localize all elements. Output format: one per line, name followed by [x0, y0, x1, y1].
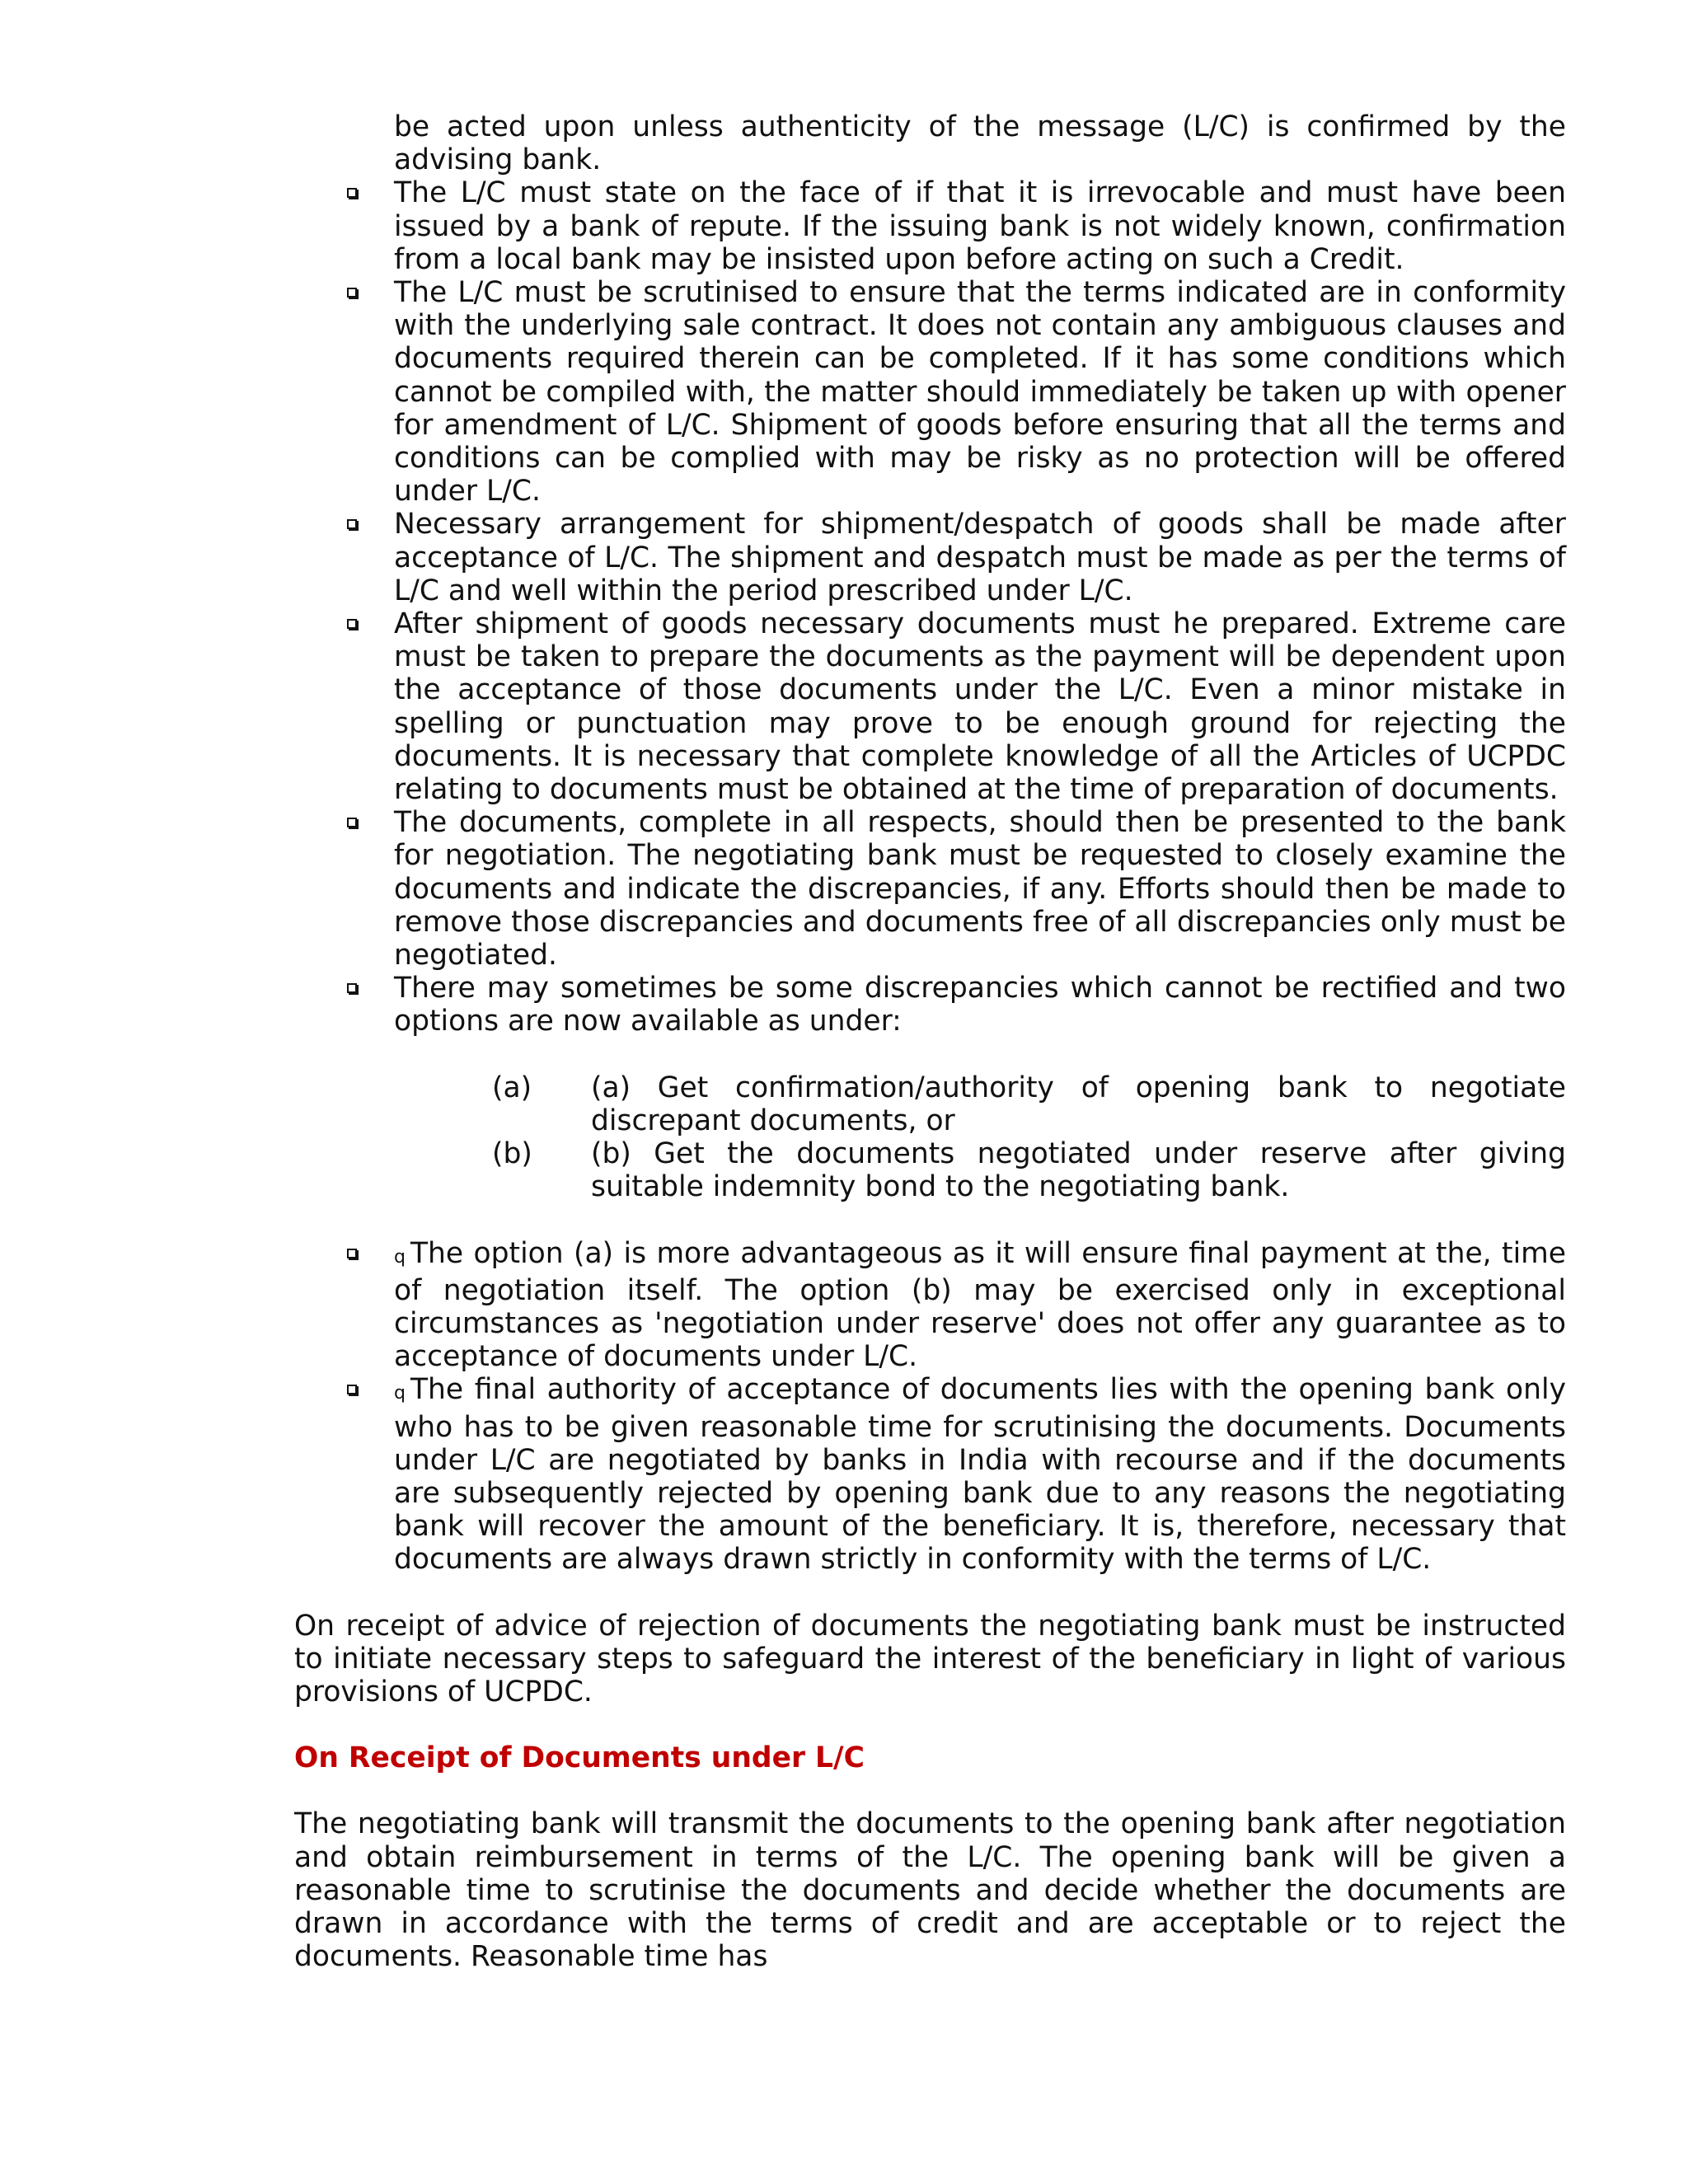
list-item-text: There may sometimes be some discrepancies which cannot be rectified and two options are now available as under:: [394, 972, 1566, 1038]
list-item: [294, 972, 1566, 1038]
bullet-list-2: [294, 1237, 1566, 1577]
list-item: [294, 1373, 1566, 1576]
checkbox-bullet-icon: [347, 818, 357, 827]
checkbox-bullet-icon: [347, 1249, 357, 1258]
list-item-text: After shipment of goods necessary documents must he prepared. Extreme care must be taken to prepare the documents as the payment will be dependent upon the acceptance of those documents under the L/C. Even a minor mistake in spelling or punctuation may prove to be enough ground for rejecting the documents. It is necessary that complete knowledge of all the Articles of UCPDC relating to documents must be obtained at the time of preparation of documents.: [394, 607, 1566, 807]
checkbox-bullet-icon: [347, 619, 357, 629]
list-item: [294, 607, 1566, 806]
list-item: [294, 276, 1566, 508]
list-item-text: The final authority of acceptance of documents lies with the opening bank only who has to be given reasonable time for scrutinising the documents. Documents under L/C are negotiated by banks in India with recourse and if the documents are subsequently rejected by opening bank due to any reasons the negotiating bank will recover the amount of the beneficiary. It is, therefore, necessary that documents are always drawn strictly in conformity with the terms of L/C.: [394, 1373, 1566, 1577]
option-item-b: [294, 1137, 1566, 1203]
option-label: (a): [492, 1071, 532, 1104]
option-text: (b) Get the documents negotiated under reserve after giving suitable indemnity bond to the negotiating bank.: [591, 1137, 1566, 1204]
paragraph-receipt: The negotiating bank will transmit the documents to the opening bank after negotiation and obtain reimbursement in terms of the L/C. The opening bank will be given a reasonable time to scrutinise the documents and decide whether the documents are drawn in accordance with the terms of credit and are acceptable or to reject the documents. Reasonable time has: [294, 1807, 1566, 1974]
list-item: [294, 806, 1566, 972]
option-item-a: [294, 1071, 1566, 1137]
option-list: [294, 1071, 1566, 1204]
list-item-text: The L/C must be scrutinised to ensure that the terms indicated are in conformity with the underlying sale contract. It does not contain any ambiguous clauses and documents required therein can be completed. If it has some conditions which cannot be compiled with, the matter should immediately be taken up with opener for amendment of L/C. Shipment of goods before ensuring that all the terms and conditions can be complied with may be risky as no protection will be offered under L/C.: [394, 276, 1566, 509]
option-label: (b): [492, 1137, 532, 1171]
option-text: (a) Get confirmation/authority of opening bank to negotiate discrepant documents, or: [591, 1071, 1566, 1137]
list-item: [294, 176, 1566, 276]
list-item-text: Necessary arrangement for shipment/despatch of goods shall be made after acceptance of L/C. The shipment and despatch must be made as per the terms of L/C and well within the period prescribed under L/C.: [394, 508, 1566, 607]
list-item-text: The L/C must state on the face of if that it is irrevocable and must have been issued by a bank of repute. If the issuing bank is not widely known, confirmation from a local bank may be insisted upon before acting on such a Credit.: [394, 176, 1566, 276]
list-item-text: The documents, complete in all respects, should then be presented to the bank for negotiation. The negotiating bank must be requested to closely examine the documents and indicate the discrepancies, if any. Efforts should then be made to remove those discrepancies and documents free of all discrepancies only must be negotiated.: [394, 806, 1566, 972]
checkbox-bullet-icon: [347, 983, 357, 993]
section-heading: On Receipt of Documents under L/C: [294, 1741, 865, 1775]
list-item-text: The option (a) is more advantageous as it will ensure final payment at the, time of negotiation itself. The option (b) may be exercised only in exceptional circumstances as 'negotiation under reserve' does not offer any guarantee as to acceptance of documents under L/C.: [394, 1236, 1566, 1374]
checkbox-bullet-icon: [347, 1385, 357, 1394]
list-item: [294, 1237, 1566, 1374]
checkbox-bullet-icon: [347, 188, 357, 198]
list-item: [294, 508, 1566, 607]
bullet-list: [294, 176, 1566, 1038]
bullet-prefix: q: [394, 1383, 406, 1404]
checkbox-bullet-icon: [347, 288, 357, 298]
bullet-prefix: q: [394, 1246, 406, 1268]
continuation-text: be acted upon unless authenticity of the message (L/C) is confirmed by the advising bank.: [394, 110, 1566, 177]
paragraph-rejection: On receipt of advice of rejection of documents the negotiating bank must be instructed to initiate necessary steps to safeguard the interest of the beneficiary in light of various provisions of UCPDC.: [294, 1609, 1566, 1708]
document-page: [294, 110, 1566, 1973]
checkbox-bullet-icon: [347, 519, 357, 529]
